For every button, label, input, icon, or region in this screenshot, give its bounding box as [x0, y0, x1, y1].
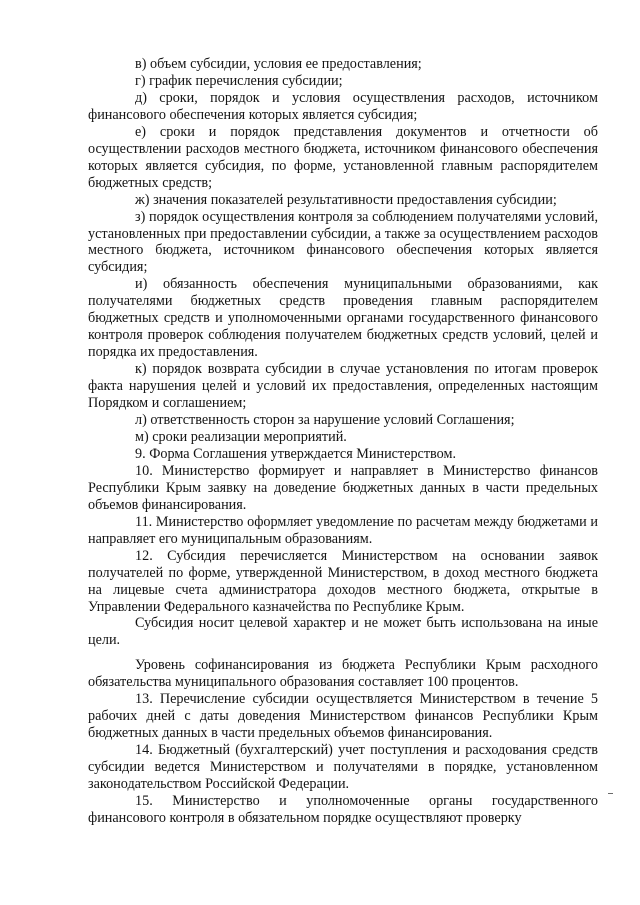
paragraph-l: л) ответственность сторон за нарушение условий Соглашения; — [135, 412, 515, 429]
paragraph-z: з) порядок осуществления контроля за соблюдением получателями условий, установленных при предоставлении субсидии, а также за осуществлением расходов местного бюджета, источником финансового обеспечения которых является субсидия; — [88, 208, 598, 276]
paragraph-zh: ж) значения показателей результативности предоставления субсидии; — [135, 191, 557, 208]
paragraph-d: д) сроки, порядок и условия осуществления расходов, источником финансового обеспечения которых является субсидия; — [88, 89, 598, 123]
paragraph-15: 15. Министерство и уполномоченные органы государственного финансового контроля в обязательном порядке осуществляют проверку — [88, 792, 598, 826]
paragraph-m: м) сроки реализации мероприятий. — [135, 428, 347, 445]
paragraph-e: е) сроки и порядок представления документов и отчетности об осуществлении расходов местного бюджета, источником финансового обеспечения которых является субсидия, по форме, установленной главным распорядителем бюджетных средств; — [88, 123, 598, 191]
paragraph-11: 11. Министерство оформляет уведомление по расчетам между бюджетами и направляет его муниципальным образованиям. — [88, 513, 598, 547]
paragraph-cofinancing: Уровень софинансирования из бюджета Республики Крым расходного обязательства муниципального образования составляет 100 процентов. — [88, 657, 598, 691]
paragraph-12: 12. Субсидия перечисляется Министерством на основании заявок получателей по форме, утвержденной Министерством, в доход местного бюджета на лицевые счета администратора доходов местного бюджета, открытые в Управлении Федерального казначейства по Республике Крым. — [88, 547, 598, 615]
paragraph-10: 10. Министерство формирует и направляет в Министерство финансов Республики Крым заявку на доведение бюджетных данных в части предельных объемов финансирования. — [88, 462, 598, 513]
paragraph-target-use: Субсидия носит целевой характер и не может быть использована на иные цели. — [88, 615, 598, 649]
paragraph-v: в) объем субсидии, условия ее предоставления; — [135, 56, 422, 72]
paragraph-i: и) обязанность обеспечения муниципальными образованиями, как получателями бюджетных средств проведения главным распорядителем бюджетных средств и уполномоченными органами государственного финансового контроля проверок соблюдения получателем бюджетных средств условий, целей и порядка их предоставления. — [88, 276, 598, 361]
margin-mark — [608, 793, 613, 794]
paragraph-k: к) порядок возврата субсидии в случае установления по итогам проверок факта нарушения целей и условий их предоставления, определенных настоящим Порядком и соглашением; — [88, 361, 598, 412]
paragraph-14: 14. Бюджетный (бухгалтерский) учет поступления и расходования средств субсидии ведется Министерством и получателями в порядке, установленном законодательством Российской Федерации. — [88, 742, 598, 793]
paragraph-13: 13. Перечисление субсидии осуществляется Министерством в течение 5 рабочих дней с даты доведения Министерством финансов Республики Крым бюджетных данных в части предельных объемов финансирования. — [88, 691, 598, 742]
paragraph-9: 9. Форма Соглашения утверждается Министерством. — [135, 445, 456, 462]
paragraph-g: г) график перечисления субсидии; — [135, 72, 343, 89]
document-body — [88, 56, 598, 827]
